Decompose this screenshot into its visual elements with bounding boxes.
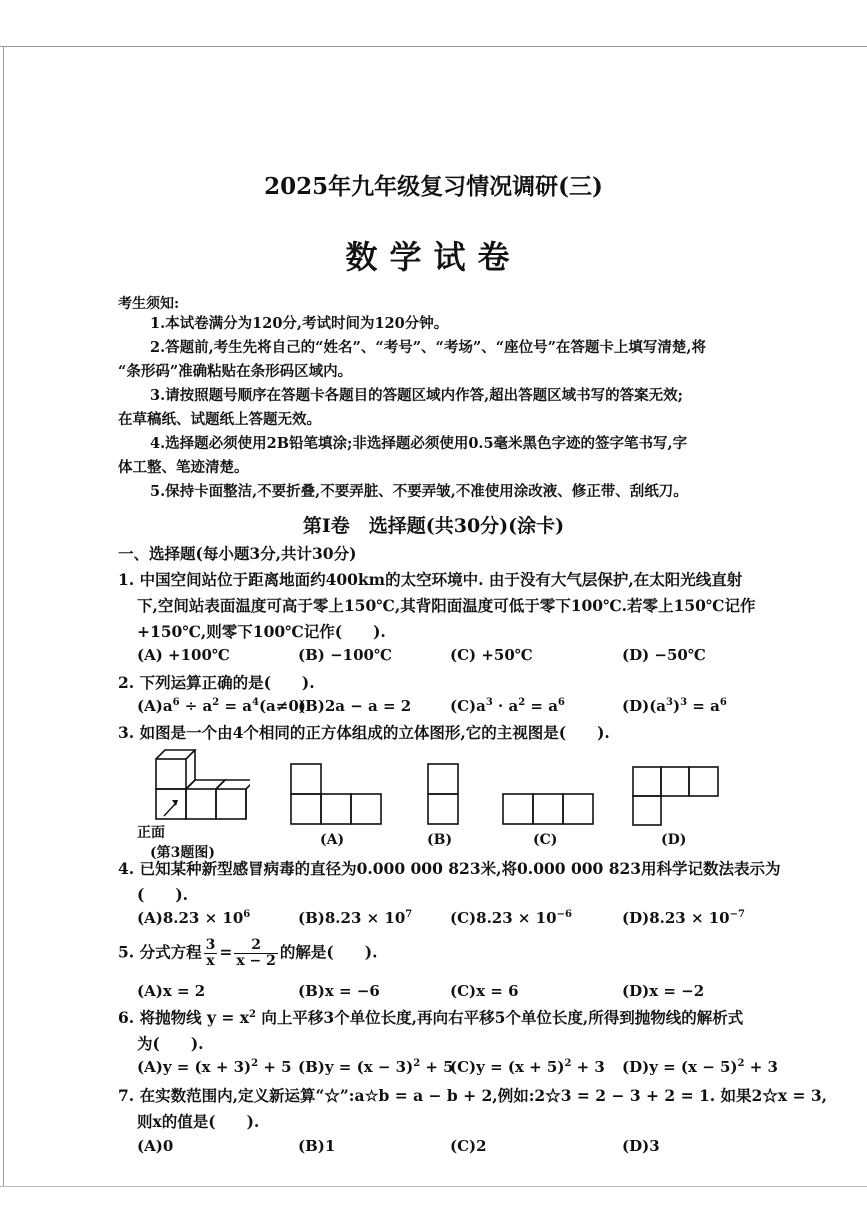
q4-line: ( ).	[137, 885, 189, 904]
q1-line: 1. 中国空间站位于距离地面约400km的太空环境中. 由于没有大气层保护,在太阳光线直射	[118, 570, 743, 589]
q1-line: 下,空间站表面温度可高于零上150℃,其背阳面温度可低于零下100℃.若零上150℃记作	[137, 596, 756, 615]
q5-fraction-left: $\frac{3}{x}$	[205, 937, 216, 969]
q5-option-b: (B)x = −6	[298, 982, 380, 1000]
q3-figure-caption: (第3题图)	[150, 845, 215, 861]
q3-option-a-label: (A)	[320, 832, 345, 848]
q7-option-c: (C)2	[450, 1137, 487, 1155]
q4-option-a: $(A)8.23 \times 10^6$	[137, 909, 251, 927]
q3-option-d-label: (D)	[661, 832, 687, 848]
q1-option-a: (A) +100℃	[137, 646, 230, 664]
q1-line: +150℃,则零下100℃记作( ).	[137, 622, 386, 641]
q3-option-a-view	[290, 763, 382, 825]
page-top-border	[0, 46, 867, 47]
q3-option-b-label: (B)	[427, 832, 453, 848]
notice-item: 4.选择题必须使用2B铅笔填涂;非选择题必须使用0.5毫米黑色字迹的签字笔书写,字	[150, 435, 688, 452]
q7-option-a: (A)0	[137, 1137, 174, 1155]
notice-label: 考生须知:	[118, 296, 180, 312]
part-heading: 一、选择题(每小题3分,共计30分)	[118, 544, 357, 563]
q3-solid-figure	[150, 748, 250, 828]
q6-option-b: $(B)y = (x - 3)^2 + 5$	[298, 1058, 454, 1076]
notice-item: 体工整、笔迹清楚。	[118, 459, 249, 476]
q6-line1: 6. 将抛物线 $y = x^2$ 向上平移3个单位长度,再向右平移5个单位长度,所得到抛物线的解析式	[118, 1008, 744, 1027]
q3-option-c-label: (C)	[533, 832, 558, 848]
q5-option-c: (C)x = 6	[450, 982, 519, 1000]
q1-option-d: (D) −50℃	[622, 646, 706, 664]
q2-option-d: $(D)(a^3)^3 = a^6$	[622, 697, 727, 715]
q2-option-a: $(A)a^6 \div a^2 = a^4(a\ne 0)$	[137, 697, 306, 715]
q6-option-d: $(D)y = (x - 5)^2 + 3$	[622, 1058, 778, 1076]
q1-option-c: (C) +50℃	[450, 646, 533, 664]
notice-item: 3.请按照题号顺序在答题卡各题目的答题区域内作答,超出答题区域书写的答案无效;	[150, 387, 684, 404]
notice-item: “条形码”准确粘贴在条形码区域内。	[118, 363, 353, 380]
q2-option-b: (B)2a − a = 2	[298, 697, 412, 715]
q6-option-c: $(C)y = (x + 5)^2 + 3$	[450, 1058, 605, 1076]
q6-line2: 为( ).	[137, 1034, 204, 1053]
notice-item: 在草稿纸、试题纸上答题无效。	[118, 411, 321, 428]
q7-line: 7. 在实数范围内,定义新运算“☆”:a☆b = a − b + 2,例如:2☆3 = 2 − 3 + 2 = 1. 如果2☆x = 3,	[118, 1086, 828, 1105]
q7-option-d: (D)3	[622, 1137, 660, 1155]
q5-fraction-right: $\frac{2}{x - 2}$	[236, 937, 276, 969]
q7-line: 则x的值是( ).	[137, 1112, 260, 1131]
notice-item: 1.本试卷满分为120分,考试时间为120分钟。	[150, 315, 449, 332]
notice-item: 2.答题前,考生先将自己的“姓名”、“考号”、“考场”、“座位号”在答题卡上填写清楚,将	[150, 339, 706, 356]
q5-stem: 5. 分式方程 $\frac{3}{x}$ = $\frac{2}{x - 2}$ 的解是( ).	[118, 937, 378, 969]
section-title: 第Ⅰ卷 选择题(共30分)(涂卡)	[302, 515, 565, 537]
q4-option-c: $(C)8.23 \times 10^{-6}$	[450, 909, 572, 927]
page-left-border	[3, 46, 4, 1186]
q4-line: 4. 已知某种新型感冒病毒的直径为0.000 000 823米,将0.000 000 823用科学记数法表示为	[118, 859, 781, 878]
q2-option-c: $(C)a^3 \cdot a^2 = a^6$	[450, 697, 565, 715]
page-bottom-border	[0, 1186, 867, 1187]
q3-stem: 3. 如图是一个由4个相同的正方体组成的立体图形,它的主视图是( ).	[118, 723, 610, 742]
exam-subtitle: 数学试卷	[345, 238, 522, 276]
q4-option-d: $(D)8.23 \times 10^{-7}$	[622, 909, 745, 927]
q6-option-a: $(A)y = (x + 3)^2 + 5$	[137, 1058, 292, 1076]
q4-option-b: $(B)8.23 \times 10^7$	[298, 909, 413, 927]
exam-title: 2025年九年级复习情况调研(三)	[264, 173, 603, 200]
q2-stem: 2. 下列运算正确的是( ).	[118, 673, 315, 692]
q7-option-b: (B)1	[298, 1137, 336, 1155]
q5-option-d: (D)x = −2	[622, 982, 705, 1000]
q3-option-b-view	[427, 763, 459, 825]
q3-front-label: 正面	[137, 825, 165, 841]
q1-option-b: (B) −100℃	[298, 646, 392, 664]
notice-item: 5.保持卡面整洁,不要折叠,不要弄脏、不要弄皱,不准使用涂改液、修正带、刮纸刀。	[150, 483, 688, 500]
q5-option-a: (A)x = 2	[137, 982, 206, 1000]
q3-option-d-view	[632, 766, 720, 826]
q3-option-c-view	[502, 793, 594, 825]
